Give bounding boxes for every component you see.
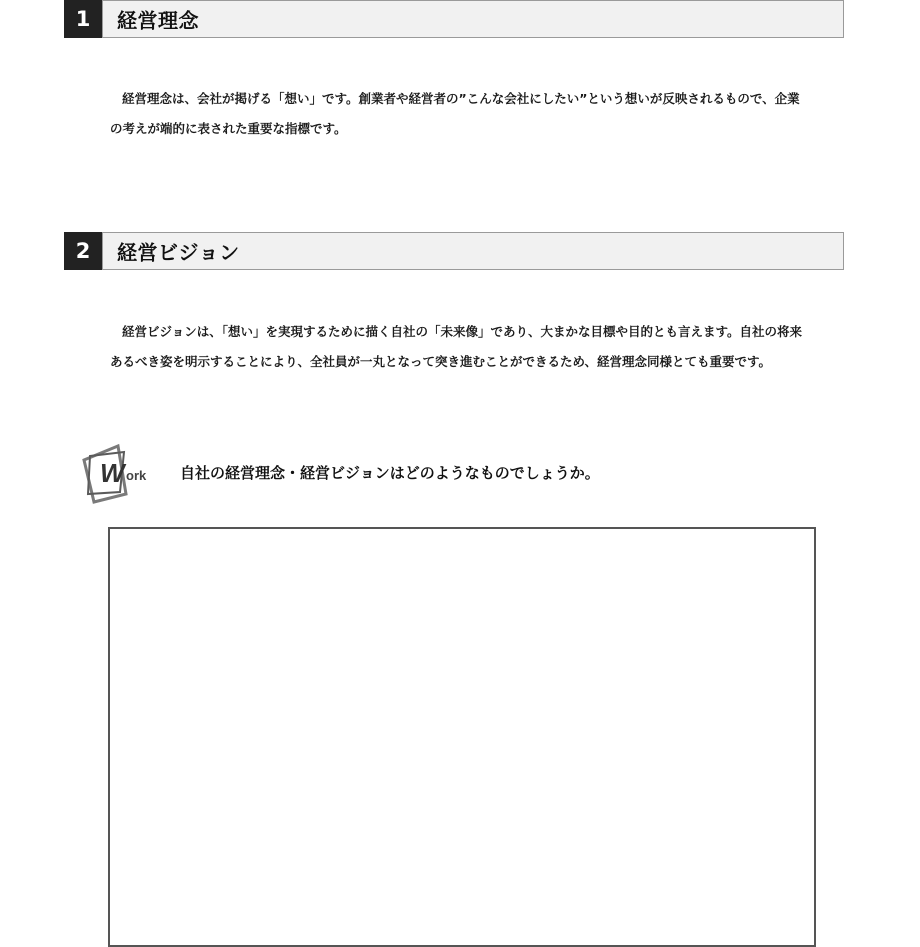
work-prompt: 自社の経営理念・経営ビジョンはどのようなものでしょうか。 <box>180 464 600 482</box>
logo-w-letter: W <box>100 458 125 488</box>
section-number: 1 <box>64 0 102 38</box>
work-logo-graphic <box>80 442 160 506</box>
section-title: 経営ビジョン <box>117 240 240 265</box>
logo-ork-letters: ork <box>126 468 147 483</box>
answer-box[interactable] <box>108 527 816 947</box>
section-header-2 <box>64 232 844 270</box>
work-logo-icon <box>80 442 160 506</box>
paragraph-text: 経営理念は、会社が掲げる「想い」です。創業者や経営者の”こんな会社にしたい”という想いが反映されるもので、企業の考えが端的に表された重要な指標です。 <box>110 91 800 136</box>
section-title: 経営理念 <box>117 8 199 33</box>
section-bar <box>102 0 844 38</box>
section-header-1 <box>64 0 844 38</box>
section-number: 2 <box>64 232 102 270</box>
section-body-1 <box>110 84 810 144</box>
section-bar <box>102 232 844 270</box>
paragraph-text: 経営ビジョンは、「想い」を実現するために描く自社の「未来像」であり、大まかな目標や目的とも言えます。自社の将来あるべき姿を明示することにより、全社員が一丸となって突き進むことができるため、経営理念同様とても重要です。 <box>110 324 803 369</box>
section-body-2 <box>110 317 810 377</box>
